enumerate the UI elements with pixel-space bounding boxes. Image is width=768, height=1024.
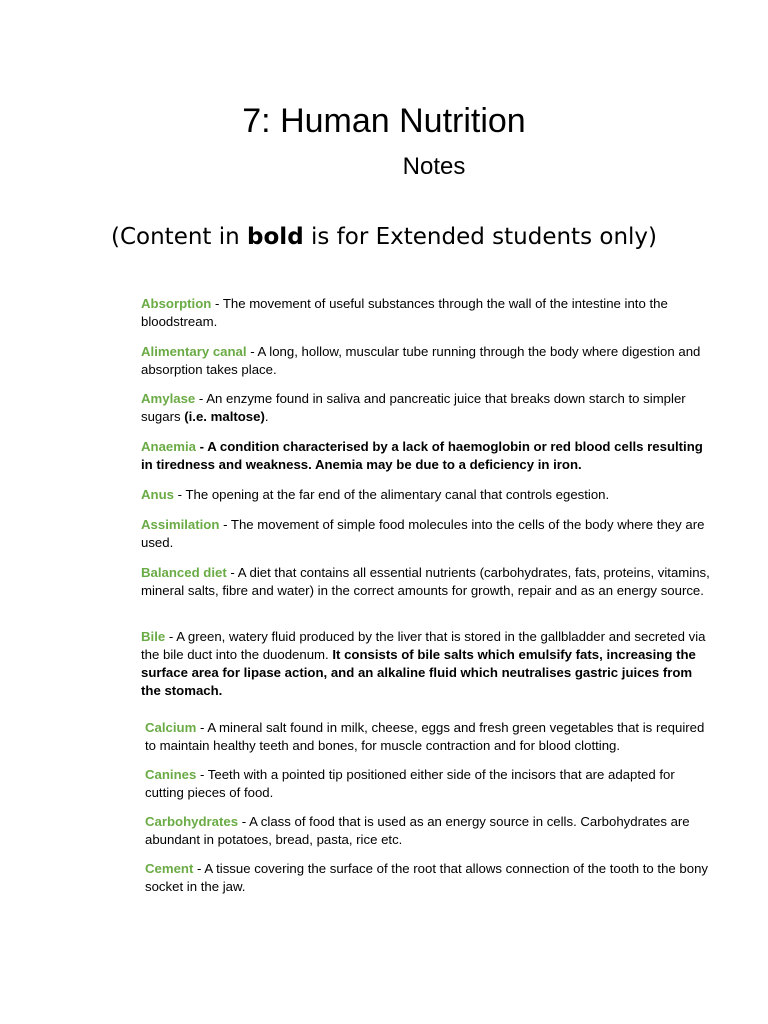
term-separator: - xyxy=(196,767,208,782)
glossary-entry-balanced-diet xyxy=(141,564,711,600)
note-bold-word: bold xyxy=(247,224,304,250)
term-separator: - xyxy=(195,439,208,454)
term-separator: - xyxy=(173,487,186,502)
term-separator: - xyxy=(193,861,205,876)
term-separator: - xyxy=(211,296,223,311)
term-separator: - xyxy=(196,720,208,735)
glossary-definition: A diet that contains all essential nutrients (carbohydrates, fats, proteins, vitamins, mineral salts, fibre and water) in the correct amounts for growth, repair and as an energy source. xyxy=(141,565,710,598)
glossary-definition: A tissue covering the surface of the root that allows connection of the tooth to the bony socket in the jaw. xyxy=(145,861,709,894)
glossary-definition: Teeth with a pointed tip positioned either side of the incisors that are adapted for cutting pieces of food. xyxy=(145,767,675,800)
glossary-entry-anaemia xyxy=(141,438,711,474)
glossary-term: Amylase xyxy=(141,391,196,406)
glossary-entry-canines xyxy=(145,766,715,802)
page-title: 7: Human Nutrition xyxy=(242,102,526,140)
glossary-term: Anaemia xyxy=(141,439,196,454)
glossary-definition: The movement of useful substances through the wall of the intestine into the bloodstream. xyxy=(141,296,668,329)
extended-content-note xyxy=(0,220,768,254)
glossary-entry-anus xyxy=(141,486,711,504)
glossary-definition: A long, hollow, muscular tube running through the body where digestion and absorption takes place. xyxy=(141,344,701,377)
glossary-extended-text: A condition characterised by a lack of haemoglobin or red blood cells resulting in tiredness and weakness. Anemia may be due to a deficiency in iron. xyxy=(141,439,703,472)
glossary-entry-absorption xyxy=(141,295,711,331)
glossary-term: Anus xyxy=(141,487,174,502)
glossary-definition: The movement of simple food molecules into the cells of the body where they are used. xyxy=(141,517,705,550)
glossary-term: Alimentary canal xyxy=(141,344,247,359)
term-separator: - xyxy=(246,344,258,359)
glossary-entry-carbohydrates xyxy=(145,813,715,849)
note-prefix: (Content in xyxy=(111,224,248,250)
glossary-definition: A mineral salt found in milk, cheese, eggs and fresh green vegetables that is required to maintain healthy teeth and bones, for muscle contraction and for blood clotting. xyxy=(145,720,705,753)
term-separator: - xyxy=(238,814,250,829)
glossary-term: Canines xyxy=(145,767,197,782)
note-suffix: is for Extended students only) xyxy=(303,224,657,250)
glossary-term: Bile xyxy=(141,629,166,644)
glossary-term: Carbohydrates xyxy=(145,814,239,829)
term-separator: - xyxy=(165,629,177,644)
glossary-entry-assimilation xyxy=(141,516,711,552)
glossary-entry-amylase xyxy=(141,390,711,426)
page-subtitle: Notes xyxy=(402,153,466,180)
glossary-definition: A class of food that is used as an energy source in cells. Carbohydrates are abundant in potatoes, bread, pasta, rice etc. xyxy=(145,814,690,847)
glossary-term: Absorption xyxy=(141,296,212,311)
definition-tail: . xyxy=(264,409,269,424)
term-separator: - xyxy=(226,565,238,580)
glossary-term: Cement xyxy=(145,861,194,876)
glossary-entry-bile xyxy=(141,628,711,700)
glossary-entry-cement xyxy=(145,860,715,896)
glossary-term: Calcium xyxy=(145,720,197,735)
glossary-entry-calcium xyxy=(145,719,715,755)
term-separator: - xyxy=(219,517,231,532)
glossary-term: Balanced diet xyxy=(141,565,227,580)
term-separator: - xyxy=(195,391,207,406)
glossary-definition: An enzyme found in saliva and pancreatic juice that breaks down starch to simpler sugars xyxy=(141,391,686,424)
glossary-extended-text: (i.e. maltose) xyxy=(184,409,265,424)
glossary-extended-text: It consists of bile salts which emulsify fats, increasing the surface area for lipase action, and an alkaline fluid which neutralises gastric juices from the stomach. xyxy=(141,647,696,698)
glossary-term: Assimilation xyxy=(141,517,220,532)
glossary-definition: The opening at the far end of the alimentary canal that controls egestion. xyxy=(185,487,610,502)
glossary-definition: A green, watery fluid produced by the liver that is stored in the gallbladder and secreted via the bile duct into the duodenum. xyxy=(141,629,706,662)
glossary-entry-alimentary-canal xyxy=(141,343,711,379)
